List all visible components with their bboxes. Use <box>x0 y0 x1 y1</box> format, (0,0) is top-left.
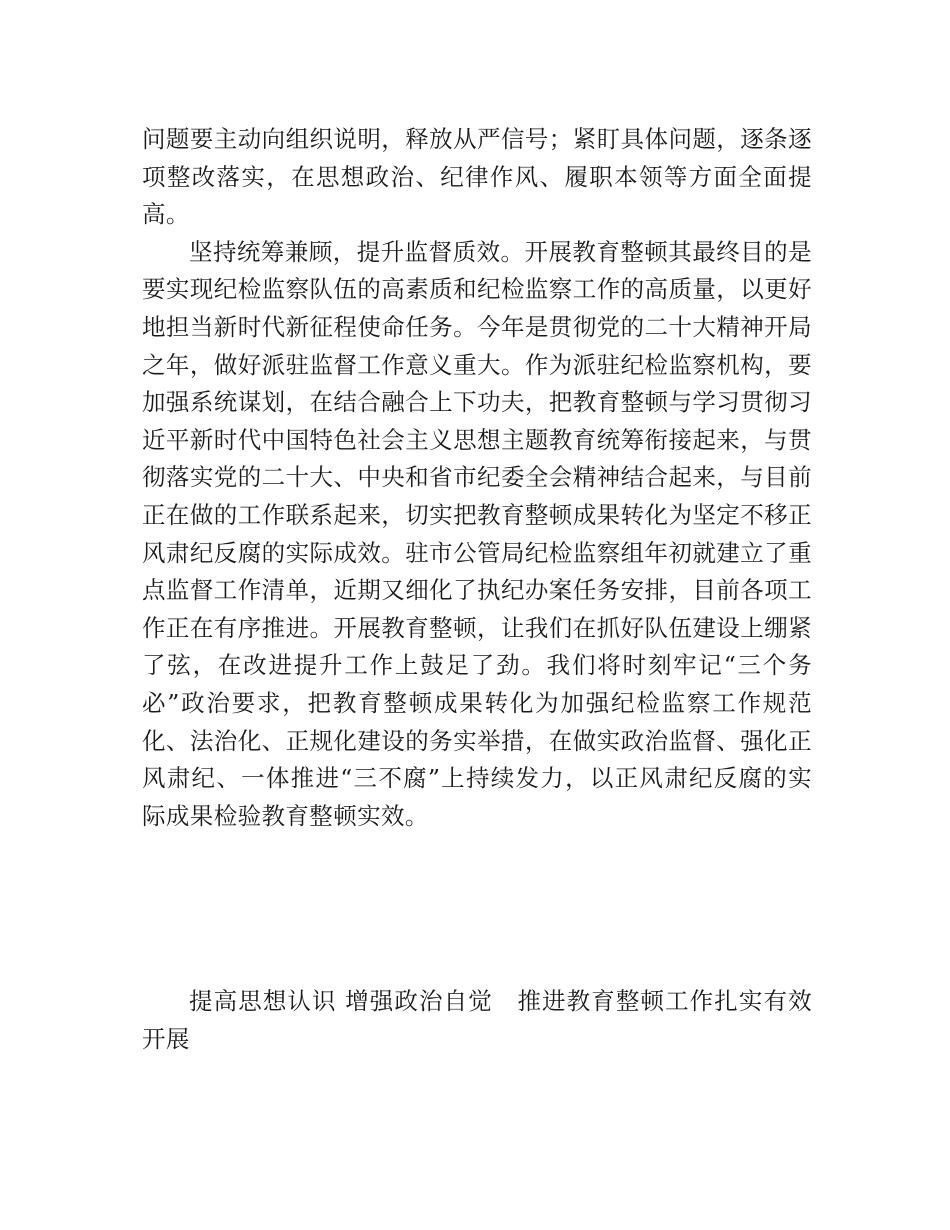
body-text <box>142 121 812 835</box>
section-heading: 提高思想认识 增强政治自觉 推进教育整顿工作扎实有效开展 <box>142 987 812 1053</box>
paragraph-supervision: 坚持统筹兼顾，提升监督质效。开展教育整顿其最终目的是要实现纪检监察队伍的高素质和纪检监察工作的高质量，以更好地担当新时代新征程使命任务。今年是贯彻党的二十大精神开局之年，做好派驻监督工作意义重大。作为派驻纪检监察机构，要加强系统谋划，在结合融合上下功夫，把教育整顿与学习贯彻习近平新时代中国特色社会主义思想主题教育统筹衔接起来，与贯彻落实党的二十大、中央和省市纪委全会精神结合起来，与目前正在做的工作联系起来，切实把教育整顿成果转化为坚定不移正风肃纪反腐的实际成效。驻市公管局纪检监察组年初就建立了重点监督工作清单，近期又细化了执纪办案任务安排，目前各项工作正在有序推进。开展教育整顿，让我们在抓好队伍建设上绷紧了弦，在改进提升工作上鼓足了劲。我们将时刻牢记“三个务必”政治要求，把教育整顿成果转化为加强纪检监察工作规范化、法治化、正规化建设的务实举措，在做实政治监督、强化正风肃纪、一体推进“三不腐”上持续发力，以正风肃纪反腐的实际成果检验教育整顿实效。 <box>142 237 812 830</box>
paragraph-continuation: 问题要主动向组织说明，释放从严信号；紧盯具体问题，逐条逐项整改落实，在思想政治、纪律作风、履职本领等方面全面提高。 <box>142 125 812 229</box>
section-heading-block <box>142 983 812 1058</box>
